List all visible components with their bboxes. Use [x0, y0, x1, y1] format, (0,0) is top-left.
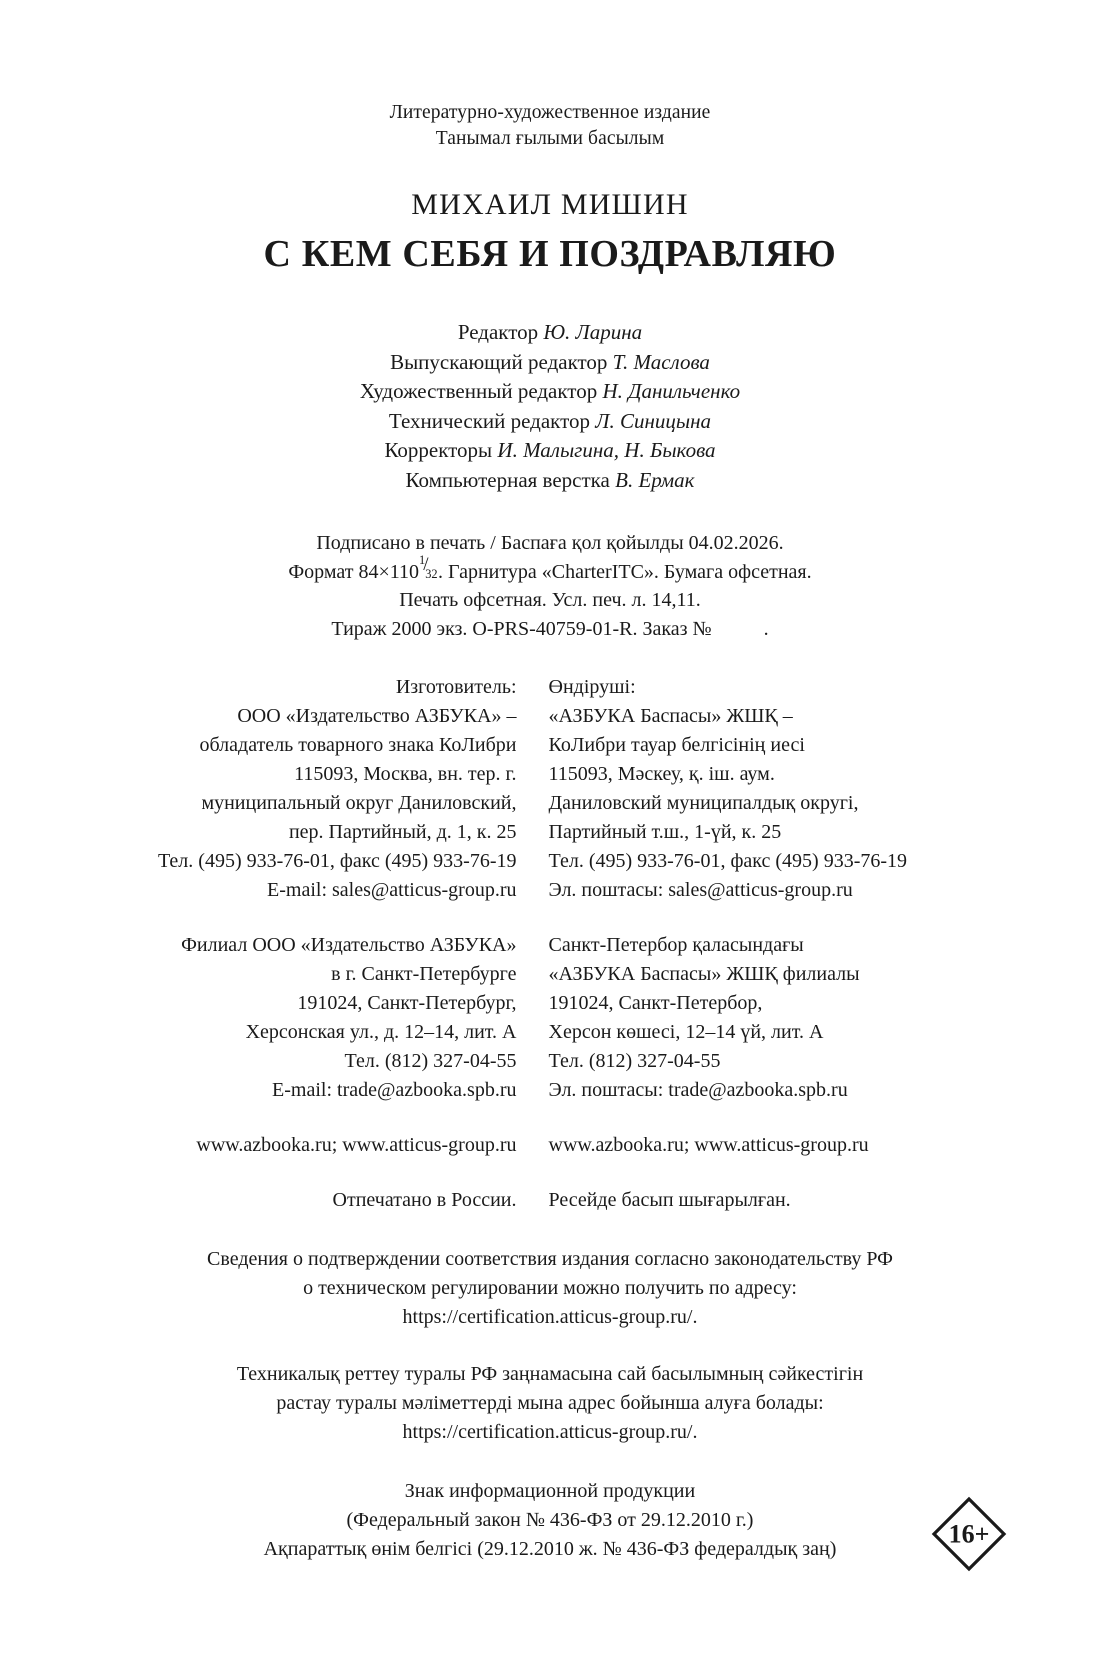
- maker-line: «АЗБУКА Баспасы» ЖШҚ –: [548, 705, 793, 727]
- format-suffix: . Гарнитура «CharterITC». Бумага офсетная.: [438, 560, 812, 583]
- print-run-suffix: .: [763, 617, 769, 640]
- maker-line: Даниловский муниципалдық округі,: [548, 792, 859, 814]
- print-run-prefix: Тираж 2000 экз. O-PRS-40759-01-R. Заказ №: [331, 617, 712, 640]
- certification-block-ru: [130, 1245, 970, 1332]
- credit-role: Редактор: [457, 320, 539, 344]
- credit-role: Технический редактор: [388, 408, 591, 433]
- maker-block-kz: [549, 673, 969, 905]
- age-rating-badge-text: 16+: [948, 1519, 990, 1549]
- certification-url-ru[interactable]: https://certification.atticus-group.ru/.: [402, 1306, 698, 1328]
- printed-in-kz: Ресейде басып шығарылған.: [548, 1189, 791, 1211]
- maker-line: 115093, Москва, вн. тер. г.: [294, 763, 517, 785]
- branch-line: Херсонская ул., д. 12–14, лит. А: [245, 1021, 517, 1043]
- credit-name: Ю. Ларина: [543, 320, 643, 344]
- publisher-columns: [130, 673, 970, 1215]
- website-line-ru[interactable]: www.azbooka.ru; www.atticus-group.ru: [196, 1134, 517, 1156]
- certification-line: о техническом регулировании можно получить по адресу:: [303, 1277, 797, 1299]
- branch-line: 191024, Санкт-Петербор,: [548, 992, 763, 1014]
- age-rating-badge-icon: [930, 1495, 1008, 1573]
- certification-line: растау туралы мәліметтерді мына адрес бойынша алуға болады:: [276, 1392, 824, 1414]
- credit-line: [130, 466, 970, 496]
- maker-block-ru: [132, 673, 517, 905]
- printed-in-ru: Отпечатано в России.: [332, 1189, 517, 1211]
- credit-name: Т. Маслова: [612, 349, 710, 374]
- fraction-slash: /: [423, 554, 429, 576]
- maker-label-ru: Изготовитель:: [395, 676, 517, 698]
- branch-line: «АЗБУКА Баспасы» ЖШҚ филиалы: [548, 963, 860, 985]
- imprint-kind-kz: Танымал ғылыми басылым: [435, 128, 665, 149]
- print-method-line: Печать офсетная. Усл. печ. л. 14,11.: [399, 589, 701, 611]
- maker-email-line[interactable]: Эл. поштасы: sales@atticus-group.ru: [548, 879, 853, 901]
- credit-name: В. Ермак: [615, 467, 695, 492]
- credit-role: Выпускающий редактор: [390, 349, 608, 374]
- branch-line: Филиал ООО «Издательство АЗБУКА»: [181, 934, 517, 956]
- maker-line: обладатель товарного знака КоЛибри: [199, 734, 517, 756]
- maker-line: Партийный т.ш., 1-үй, к. 25: [548, 821, 782, 843]
- maker-line: ООО «Издательство АЗБУКА» –: [237, 705, 517, 727]
- branch-line: в г. Санкт-Петербурге: [331, 963, 517, 985]
- credit-line: [130, 407, 970, 437]
- branch-phone-line: Тел. (812) 327-04-55: [548, 1050, 721, 1072]
- technical-data-block: [130, 529, 970, 643]
- maker-line: муниципальный округ Даниловский,: [201, 792, 517, 814]
- credit-role: Компьютерная верстка: [405, 467, 610, 492]
- branch-email-line[interactable]: E-mail: trade@azbooka.spb.ru: [272, 1079, 517, 1101]
- maker-line: 115093, Мәскеу, қ. іш. аум.: [548, 763, 775, 785]
- branch-block-kz: [549, 931, 969, 1105]
- website-line-kz[interactable]: www.azbooka.ru; www.atticus-group.ru: [548, 1134, 869, 1156]
- branch-line: Санкт-Петербор қаласындағы: [548, 934, 804, 956]
- signed-to-print-line: Подписано в печать / Баспаға қол қойылды 04.02.2026.: [316, 532, 784, 554]
- age-mark-line: Знак информационной продукции: [404, 1480, 696, 1502]
- imprint-kind-ru: Литературно-художественное издание: [389, 102, 711, 123]
- certification-block-kz: [130, 1360, 970, 1447]
- book-title: С КЕМ СЕБЯ И ПОЗДРАВЛЯЮ: [263, 233, 837, 275]
- credit-role: Художественный редактор: [359, 379, 598, 403]
- age-mark-line: Ақпараттық өнім белгісі (29.12.2010 ж. № 436-ФЗ федералдық заң): [263, 1538, 837, 1560]
- credits-block: [130, 318, 970, 495]
- credit-line: [130, 436, 970, 466]
- credit-role: Корректоры: [384, 438, 493, 462]
- branch-phone-line: Тел. (812) 327-04-55: [344, 1050, 517, 1072]
- fraction-numerator: 1: [419, 552, 426, 567]
- maker-phone-line: Тел. (495) 933-76-01, факс (495) 933-76-19: [157, 850, 517, 872]
- maker-label-kz: Өндіруші:: [548, 676, 636, 698]
- print-run-line: [130, 615, 970, 644]
- branch-line: Херсон көшесі, 12–14 үй, лит. А: [548, 1021, 824, 1043]
- certification-line: Сведения о подтверждении соответствия издания согласно законодательству РФ: [207, 1248, 893, 1270]
- maker-line: пер. Партийный, д. 1, к. 25: [288, 821, 517, 843]
- maker-phone-line: Тел. (495) 933-76-01, факс (495) 933-76-19: [548, 850, 908, 872]
- certification-line: Техникалық реттеу туралы РФ заңнамасына сай басылымның сәйкестігін: [236, 1363, 864, 1385]
- branch-email-line[interactable]: Эл. поштасы: trade@azbooka.spb.ru: [548, 1079, 848, 1101]
- credit-line: [130, 377, 970, 407]
- publisher-column-ru: [132, 673, 533, 1215]
- author-name: МИХАИЛ МИШИН: [411, 188, 689, 221]
- fraction-denominator: 32: [425, 566, 438, 581]
- maker-line: КоЛибри тауар белгісінің иесі: [548, 734, 805, 756]
- certification-url-kz[interactable]: https://certification.atticus-group.ru/.: [402, 1421, 698, 1443]
- credit-line: [130, 348, 970, 378]
- branch-block-ru: [132, 931, 517, 1105]
- format-prefix: Формат 84×110: [288, 560, 420, 583]
- credit-line: [130, 318, 970, 348]
- credit-name: Л. Синицына: [595, 408, 712, 433]
- age-mark-line: (Федеральный закон № 436-ФЗ от 29.12.2010 г.): [346, 1509, 754, 1531]
- age-mark-block: [130, 1477, 990, 1564]
- format-fraction: [419, 552, 438, 581]
- credit-name: И. Малыгина, Н. Быкова: [497, 438, 716, 462]
- publisher-column-kz: [533, 673, 969, 1215]
- credit-name: Н. Данильченко: [602, 379, 741, 403]
- maker-email-line[interactable]: E-mail: sales@atticus-group.ru: [267, 879, 517, 901]
- branch-line: 191024, Санкт-Петербург,: [297, 992, 517, 1014]
- format-line: [130, 552, 970, 587]
